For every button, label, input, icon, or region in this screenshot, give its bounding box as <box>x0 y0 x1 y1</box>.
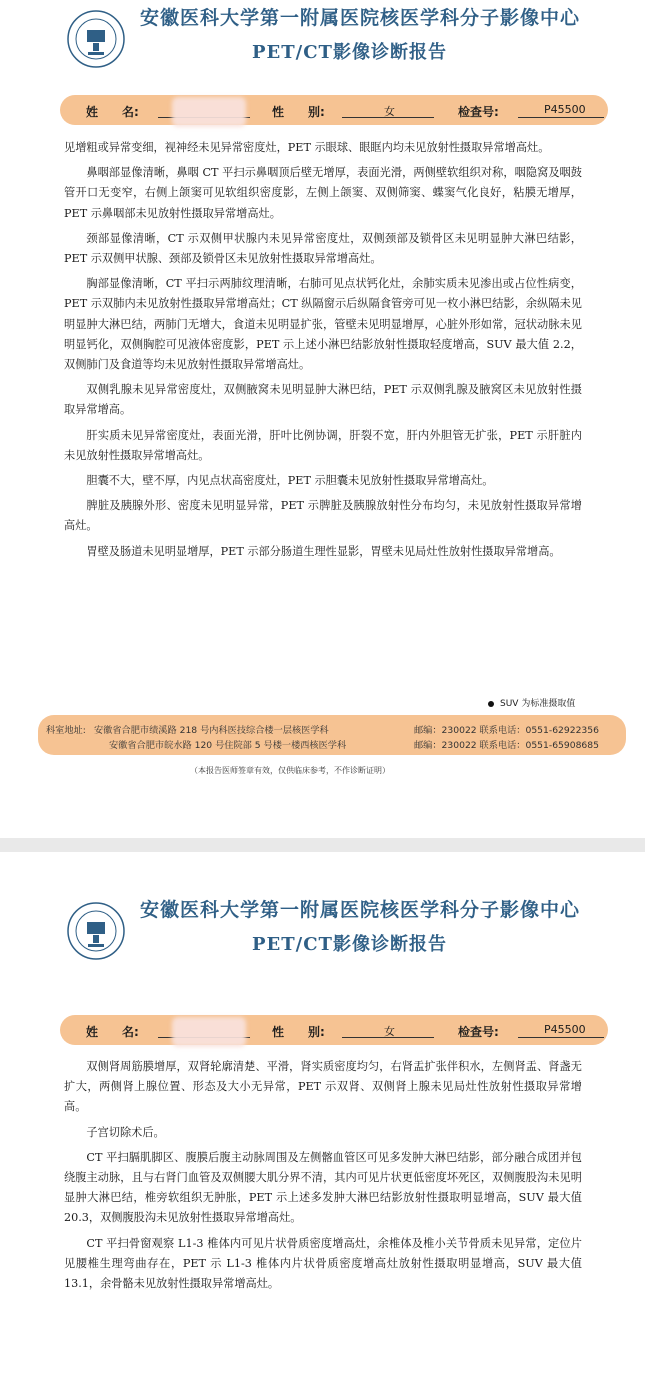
bullet-icon <box>488 701 494 707</box>
finding-paragraph: 胃壁及肠道未见明显增厚，PET 示部分肠道生理性显影，胃壁未见局灶性放射性摄取异常增高。 <box>86 544 561 558</box>
finding-paragraph: 双侧乳腺未见异常密度灶，双侧腋窝未见明显肿大淋巴结，PET 示双侧乳腺及腋窝区未见放射性摄取异常增高。 <box>64 383 582 417</box>
exam-underline <box>518 1037 604 1038</box>
report-title: PET/CT影像诊断报告 <box>252 934 447 955</box>
exam-label: 检查号: <box>458 1025 499 1039</box>
exam-underline <box>518 117 604 118</box>
finding-paragraph: CT 平扫膈肌脚区、腹膜后腹主动脉周围及左侧髂血管区可见多发肿大淋巴结影，部分融合成团并包绕腹主动脉，且与右肾门血管及双侧腰大肌分界不清，其内可见片状更低密度坏死区，双侧腹股沟未见明显肿大淋巴结，椎旁软组织无肿胀，PET 示上述多发肿大淋巴结影放射性摄取明显增高，SUV 最大值 20.3，双侧腹股沟未见放射性摄取异常增高灶。 <box>64 1150 582 1225</box>
findings-text <box>64 1057 582 1299</box>
finding-paragraph: 肝实质未见异常密度灶，表面光滑，肝叶比例协调，肝裂不宽，肝内外胆管无扩张，PET 示肝脏内未见放射性摄取异常增高灶。 <box>64 428 582 462</box>
hospital-logo-icon <box>67 902 125 960</box>
finding-paragraph: 胸部显像清晰，CT 平扫示两肺纹理清晰，右肺可见点状钙化灶，余肺实质未见渗出或占位性病变，PET 示双肺内未见放射性摄取异常增高灶；CT 纵隔窗示后纵隔食管旁可见一枚小淋巴结影，余纵隔未见明显肿大淋巴结，两肺门无增大，食道未见明显扩张，管壁未见明显增厚，心脏外形如常，冠状动脉未见明显钙化，双侧胸腔可见液体密度影，PET 示上述小淋巴结影放射性摄取轻度增高，SUV 最大值 2.2，双侧肺门及食道等均未见放射性摄取异常增高灶。 <box>64 277 582 372</box>
findings-text <box>64 138 582 567</box>
hospital-logo-icon <box>67 10 125 68</box>
name-redaction <box>172 97 246 127</box>
exam-number: P45500 <box>544 103 586 116</box>
report-header <box>0 892 645 992</box>
finding-paragraph: 双侧肾周筋膜增厚，双肾轮廓清楚、平滑，肾实质密度均匀，右肾盂扩张伴积水，左侧肾盂、肾盏无扩大，两侧肾上腺位置、形态及大小无异常，PET 示双肾、双侧肾上腺未见局灶性放射性摄取异常增高。 <box>64 1060 582 1114</box>
report-header <box>0 0 645 100</box>
patient-info-bar <box>60 95 608 125</box>
finding-paragraph: 子宫切除术后。 <box>86 1125 165 1139</box>
report-title: PET/CT影像诊断报告 <box>252 42 447 63</box>
name-label: 姓 名: <box>86 1025 139 1039</box>
finding-paragraph: 胆囊不大，壁不厚，内见点状高密度灶，PET 示胆囊未见放射性摄取异常增高灶。 <box>86 474 494 488</box>
finding-paragraph: 见增粗或异常变细，视神经未见异常密度灶，PET 示眼球、眼眶内均未见放射性摄取异常增高灶。 <box>64 141 550 154</box>
hospital-title: 安徽医科大学第一附属医院核医学科分子影像中心 <box>140 7 581 29</box>
suv-note: SUV 为标准摄取值 <box>488 696 575 709</box>
contact-line-2: 邮编：230022 联系电话：0551-65908685 <box>414 740 599 751</box>
gender-label: 性 别: <box>272 1025 325 1039</box>
department-footer <box>38 715 626 755</box>
address-line-1: 安徽省合肥市绩溪路 218 号内科医技综合楼一层核医学科 <box>94 725 329 736</box>
patient-info-bar <box>60 1015 608 1045</box>
finding-paragraph: 颈部显像清晰，CT 示双侧甲状腺内未见异常密度灶，双侧颈部及锁骨区未见明显肿大淋巴结影，PET 示双侧甲状腺、颈部及锁骨区未见放射性摄取异常增高灶。 <box>64 231 582 266</box>
gender-value: 女 <box>384 105 395 118</box>
report-page-2 <box>0 852 645 1398</box>
gender-value: 女 <box>384 1025 395 1038</box>
hospital-title: 安徽医科大学第一附属医院核医学科分子影像中心 <box>140 899 581 921</box>
finding-paragraph: 脾脏及胰腺外形、密度未见明显异常，PET 示脾脏及胰腺放射性分布均匀，未见放射性摄取异常增高灶。 <box>64 499 582 533</box>
name-label: 姓 名: <box>86 105 139 119</box>
contact-line-1: 邮编：230022 联系电话：0551-62922356 <box>414 725 599 736</box>
disclaimer: （本报告医师签章有效，仅供临床参考，不作诊断证明） <box>190 766 390 775</box>
address-label: 科室地址: <box>46 725 86 736</box>
exam-label: 检查号: <box>458 105 499 119</box>
address-line-2: 安徽省合肥市皖水路 120 号住院部 5 号楼一楼西核医学科 <box>109 740 347 751</box>
gender-label: 性 别: <box>272 105 325 119</box>
name-redaction <box>172 1017 246 1047</box>
exam-number: P45500 <box>544 1023 586 1036</box>
finding-paragraph: CT 平扫骨窗观察 L1-3 椎体内可见片状骨质密度增高灶，余椎体及椎小关节骨质未见异常，定位片见腰椎生理弯曲存在，PET 示 L1-3 椎体内片状骨质密度增高灶放射性摄取明显增高，SUV 最大值 13.1，余骨骼未见放射性摄取异常增高灶。 <box>64 1236 582 1291</box>
finding-paragraph: 鼻咽部显像清晰，鼻咽 CT 平扫示鼻咽顶后壁无增厚，表面光滑，两侧壁软组织对称，咽隐窝及咽鼓管开口无变窄，右侧上颌窦可见软组织密度影，左侧上颌窦、双侧筛窦、蝶窦气化良好，粘膜无增厚，PET 示鼻咽部未见放射性摄取异常增高灶。 <box>64 166 582 220</box>
